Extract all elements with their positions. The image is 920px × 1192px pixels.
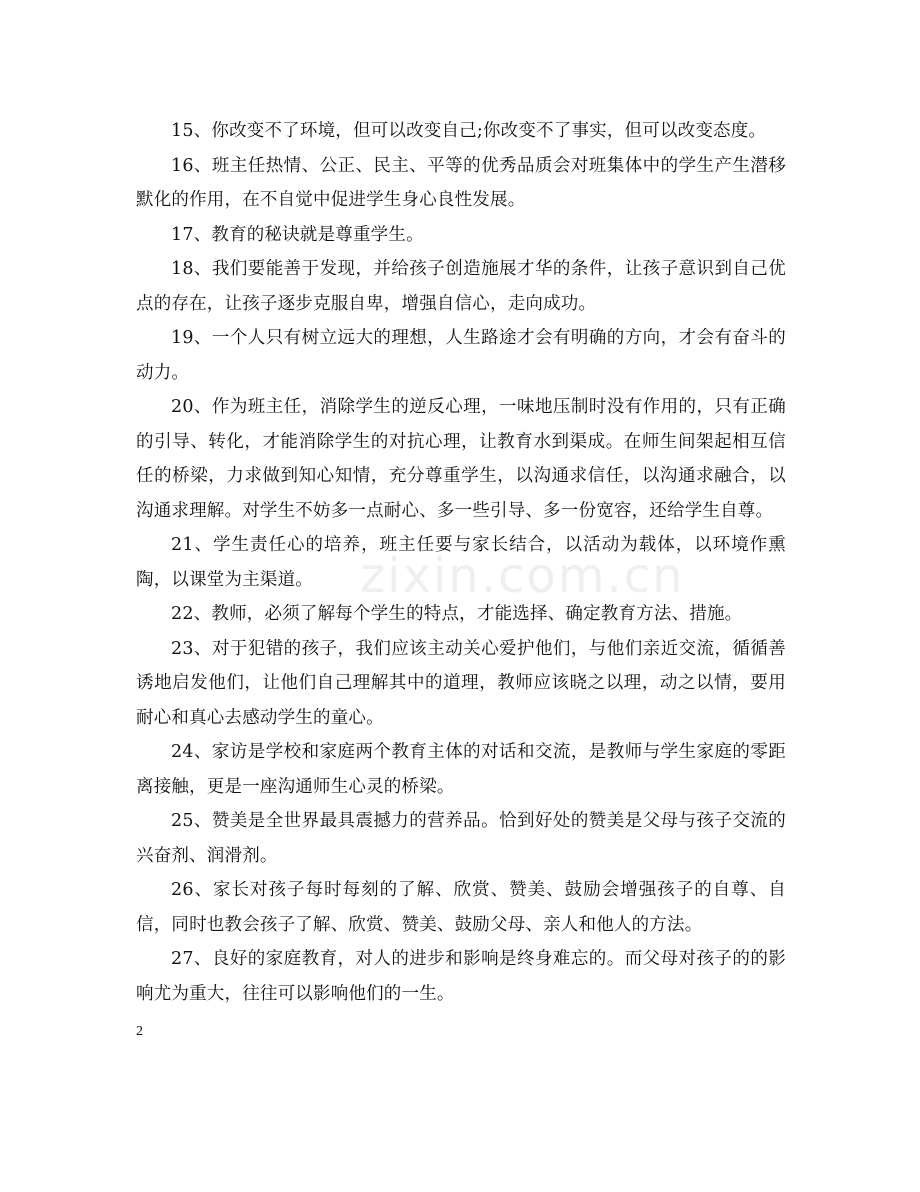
paragraph-15: 15、你改变不了环境，但可以改变自己;你改变不了事实，但可以改变态度。 xyxy=(171,121,767,141)
paragraph-18: 18、我们要能善于发现，并给孩子创造施展才华的条件，让孩子意识到自己优点的存在，让孩子逐步克服自卑，增强自信心，走向成功。 xyxy=(136,259,786,314)
paragraph-16: 16、班主任热情、公正、民主、平等的优秀品质会对班集体中的学生产生潜移默化的作用，在不自觉中促进学生身心良性发展。 xyxy=(136,155,786,210)
paragraph-21: 21、学生责任心的培养，班主任要与家长结合，以活动为载体，以环境作熏陶，以课堂为主渠道。 xyxy=(136,535,786,590)
paragraph-25: 25、赞美是全世界最具震撼力的营养品。恰到好处的赞美是父母与孩子交流的兴奋剂、润滑剂。 xyxy=(136,811,786,866)
paragraph-24: 24、家访是学校和家庭两个教育主体的对话和交流，是教师与学生家庭的零距离接触，更是一座沟通师生心灵的桥梁。 xyxy=(136,742,786,797)
document-body xyxy=(136,114,786,1011)
paragraph-22: 22、教师，必须了解每个学生的特点，才能选择、确定教育方法、措施。 xyxy=(171,604,743,624)
paragraph-19: 19、一个人只有树立远大的理想，人生路途才会有明确的方向，才会有奋斗的动力。 xyxy=(136,328,786,383)
paragraph-23: 23、对于犯错的孩子，我们应该主动关心爱护他们，与他们亲近交流，循循善诱地启发他们，让他们自己理解其中的道理，教师应该晓之以理，动之以情，要用耐心和真心去感动学生的童心。 xyxy=(136,638,786,728)
page-number: 2 xyxy=(136,1024,143,1039)
watermark: zixin.com.cn xyxy=(360,548,685,604)
paragraph-26: 26、家长对孩子每时每刻的了解、欣赏、赞美、鼓励会增强孩子的自尊、自信，同时也教会孩子了解、欣赏、赞美、鼓励父母、亲人和他人的方法。 xyxy=(136,880,786,935)
paragraph-17: 17、教育的秘诀就是尊重学生。 xyxy=(171,224,424,245)
paragraph-20: 20、作为班主任，消除学生的逆反心理，一味地压制时没有作用的，只有正确的引导、转化，才能消除学生的对抗心理，让教育水到渠成。在师生间架起相互信任的桥梁，力求做到知心知情，充分尊重学生，以沟通求信任，以沟通求融合，以沟通求理解。对学生不妨多一点耐心、多一些引导、多一份宽容，还给学生自尊。 xyxy=(136,397,786,521)
paragraph-27: 27、良好的家庭教育，对人的进步和影响是终身难忘的。而父母对孩子的的影响尤为重大，往往可以影响他们的一生。 xyxy=(136,949,786,1004)
